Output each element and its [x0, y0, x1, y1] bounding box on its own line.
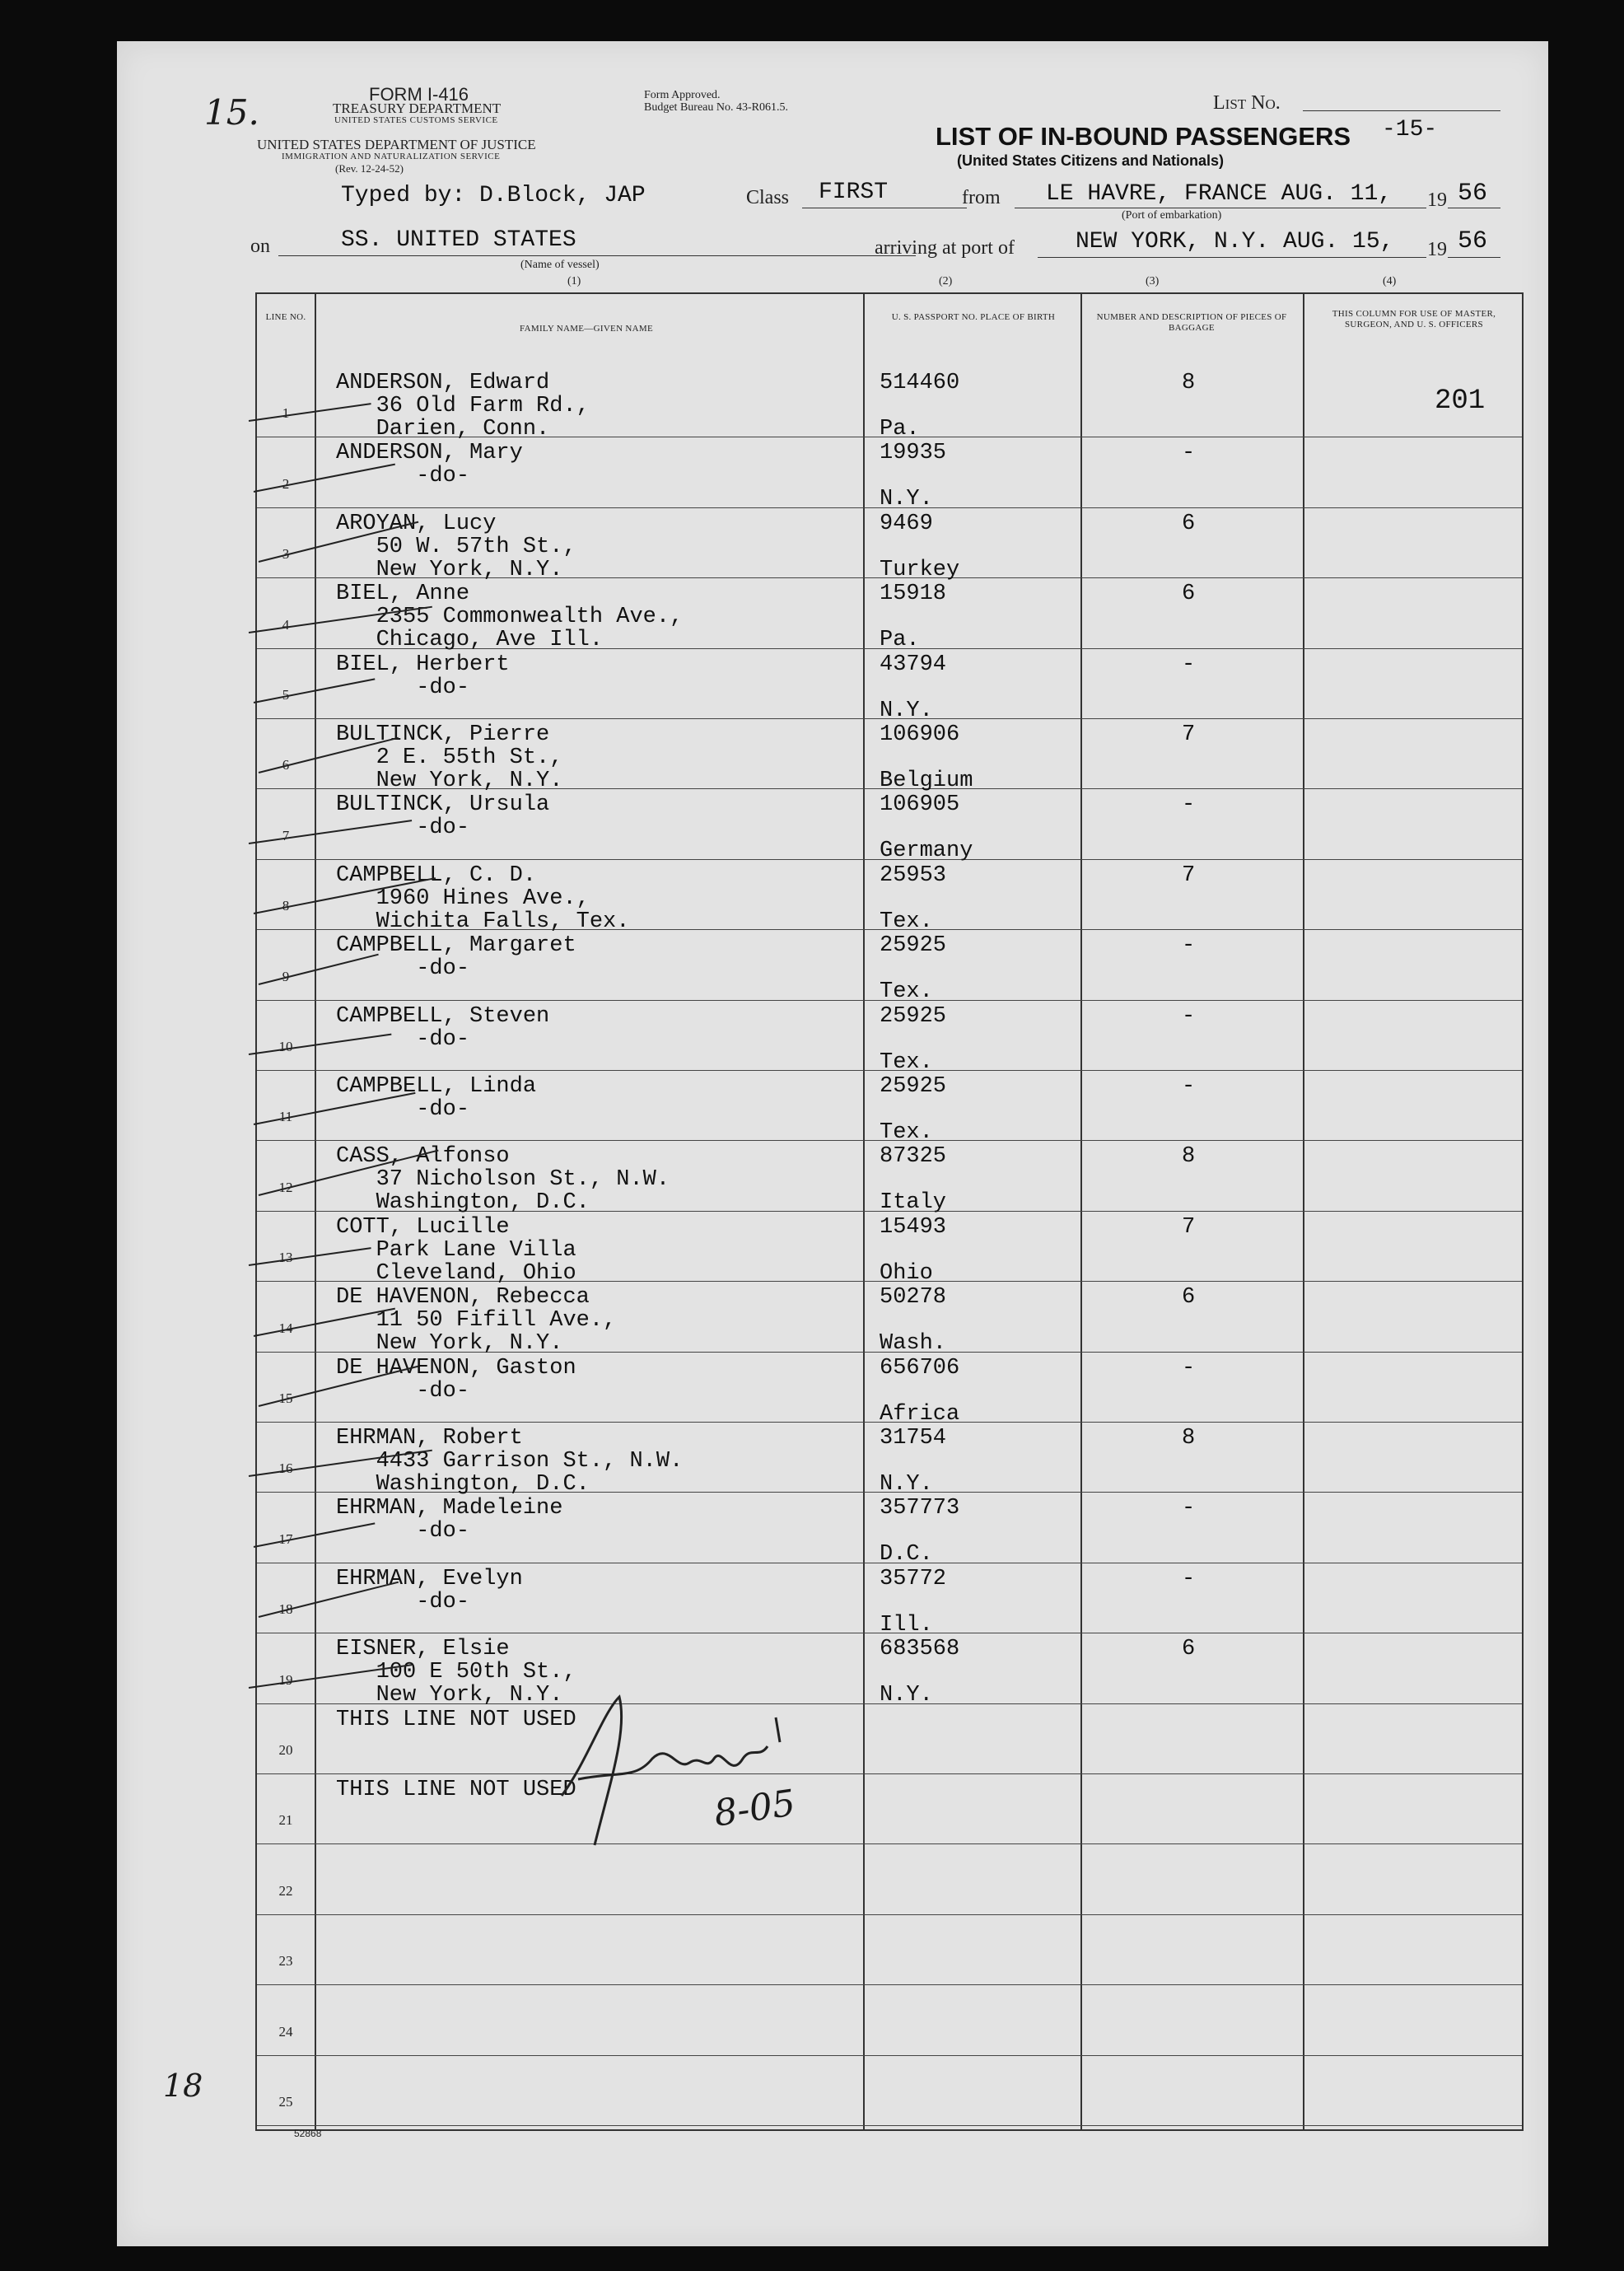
passport-and-birthplace: 35772 Ill. [880, 1566, 947, 1638]
vessel-name: SS. UNITED STATES [341, 227, 576, 253]
table-row [257, 1002, 1522, 1075]
line-number: 3 [282, 546, 290, 563]
passport-and-birthplace: 25925 Tex. [880, 1003, 947, 1075]
passenger-list-sheet [117, 41, 1548, 2246]
table-row [257, 1423, 1522, 1497]
handwritten-page-number: 15. [204, 92, 259, 133]
line-number: 7 [282, 827, 290, 843]
handwritten-mark: 18 [163, 2068, 203, 2104]
passport-and-birthplace: 357773 D.C. [880, 1496, 960, 1568]
baggage-count: 6 [1182, 1637, 1196, 1662]
table-row [257, 1142, 1522, 1216]
port-embarkation-note: (Port of embarkation) [1122, 209, 1222, 222]
table-row [257, 1634, 1522, 1708]
table-row [257, 720, 1522, 793]
line-number: 25 [278, 2093, 293, 2110]
passport-and-birthplace: 25953 Tex. [880, 862, 947, 934]
passport-and-birthplace: 106905 Germany [880, 792, 973, 864]
line-number: 1 [282, 405, 290, 422]
justice-dept: UNITED STATES DEPARTMENT OF JUSTICE [257, 137, 536, 152]
vessel-note: (Name of vessel) [520, 259, 600, 271]
line-number: 22 [278, 1882, 293, 1899]
passport-and-birthplace: 43794 N.Y. [880, 652, 947, 723]
baggage-count: - [1182, 1496, 1196, 1521]
col-header-officers: THIS COLUMN FOR USE OF MASTER, SURGEON, AND U. S. OFFICERS [1332, 309, 1496, 329]
table-row [257, 1916, 1522, 1986]
passenger-name: ANDERSON, Edward 36 Old Farm Rd., Darien, Conn. [336, 371, 590, 442]
baggage-count: 8 [1182, 1426, 1196, 1451]
line-number: 8 [282, 898, 290, 914]
line-number: 19 [278, 1671, 293, 1688]
table-row [257, 368, 1522, 442]
baggage-count: - [1182, 1074, 1196, 1099]
class-value: FIRST [819, 180, 889, 205]
line-number: 6 [282, 757, 290, 773]
approval-line-1: Form Approved. [644, 89, 721, 101]
table-row [257, 861, 1522, 934]
passenger-name: THIS LINE NOT USED [336, 1778, 576, 1802]
passenger-name: THIS LINE NOT USED [336, 1707, 576, 1732]
line-number: 5 [282, 686, 290, 703]
handwritten-note: 8-05 [711, 1782, 798, 1835]
table-row [257, 1283, 1522, 1357]
customs-service: UNITED STATES CUSTOMS SERVICE [334, 115, 498, 125]
baggage-count: 8 [1182, 371, 1196, 395]
line-number: 11 [278, 1109, 293, 1125]
passport-and-birthplace: 9469 Turkey [880, 511, 960, 582]
arriving-year: 56 [1458, 227, 1488, 255]
page-title: LIST OF IN-BOUND PASSENGERS [936, 122, 1351, 151]
baggage-count: - [1182, 652, 1196, 677]
line-number: 18 [278, 1601, 293, 1618]
table-row [257, 1986, 1522, 2056]
passenger-name: CASS, Alfonso 37 Nicholson St., N.W. Washington, D.C. [336, 1144, 670, 1216]
passenger-table [255, 292, 1524, 2131]
line-number: 2 [282, 475, 290, 492]
passenger-name: DE HAVENON, Rebecca 11 50 Fifill Ave., New York, N.Y. [336, 1285, 617, 1357]
passenger-name: EHRMAN, Robert 4433 Garrison St., N.W. Washington, D.C. [336, 1426, 684, 1497]
passport-and-birthplace: 25925 Tex. [880, 1074, 947, 1145]
approval-line-2: Budget Bureau No. 43-R061.5. [644, 101, 788, 114]
from-year-prefix: 19 [1427, 189, 1447, 211]
baggage-count: - [1182, 1566, 1196, 1591]
table-row [257, 1705, 1522, 1775]
baggage-count: - [1182, 441, 1196, 466]
baggage-count: 7 [1182, 722, 1196, 747]
list-no-label: List No. [1213, 92, 1281, 114]
passenger-name: EHRMAN, Evelyn -do- [336, 1566, 523, 1614]
line-number: 14 [278, 1320, 293, 1336]
treasury-dept: TREASURY DEPARTMENT [333, 100, 502, 116]
line-number: 17 [278, 1530, 293, 1547]
col-num-2: (2) [939, 275, 953, 287]
col-num-3: (3) [1146, 275, 1160, 287]
passenger-name: BIEL, Anne 2355 Commonwealth Ave., Chicago, Ave Ill. [336, 582, 684, 653]
passport-and-birthplace: 683568 N.Y. [880, 1637, 960, 1708]
revision-date: (Rev. 12-24-52) [335, 162, 404, 175]
official-signature [545, 1680, 809, 1870]
arriving-label: arriving at port of [875, 237, 1015, 259]
baggage-count: - [1182, 1355, 1196, 1381]
table-row [257, 650, 1522, 723]
line-number: 10 [278, 1038, 293, 1054]
line-number: 12 [278, 1179, 293, 1195]
form-number: FORM I-416 [369, 84, 469, 105]
col-num-1: (1) [567, 275, 581, 287]
passenger-name: AROYAN, Lucy 50 W. 57th St., New York, N.Y. [336, 511, 576, 582]
baggage-count: - [1182, 1003, 1196, 1029]
baggage-count: 7 [1182, 862, 1196, 888]
table-row [257, 1493, 1522, 1568]
passenger-name: CAMPBELL, Margaret -do- [336, 933, 576, 982]
baggage-count: - [1182, 792, 1196, 818]
passenger-name: DE HAVENON, Gaston -do- [336, 1355, 576, 1404]
table-row [257, 1072, 1522, 1145]
typed-by: Typed by: D.Block, JAP [341, 183, 646, 208]
baggage-count: 6 [1182, 1285, 1196, 1311]
passport-and-birthplace: 106906 Belgium [880, 722, 973, 793]
col-header-line-no: LINE NO. [265, 312, 306, 322]
col-header-name: FAMILY NAME—GIVEN NAME [520, 324, 653, 334]
table-row [257, 2057, 1522, 2127]
passport-and-birthplace: 31754 N.Y. [880, 1426, 947, 1497]
table-row [257, 579, 1522, 653]
on-label: on [250, 236, 270, 257]
page-subtitle: (United States Citizens and Nationals) [957, 152, 1225, 169]
passenger-name: BIEL, Herbert -do- [336, 652, 510, 700]
line-number: 4 [282, 616, 290, 633]
officer-note: 201 [1435, 386, 1486, 417]
line-number: 21 [278, 1812, 293, 1829]
passenger-name: BULTINCK, Ursula -do- [336, 792, 550, 841]
table-row [257, 509, 1522, 582]
line-number: 16 [278, 1460, 293, 1477]
line-number: 23 [278, 1953, 293, 1970]
baggage-count: - [1182, 933, 1196, 959]
from-value: LE HAVRE, FRANCE AUG. 11, [1046, 181, 1393, 207]
table-row [257, 438, 1522, 512]
table-row [257, 1564, 1522, 1638]
passport-and-birthplace: 50278 Wash. [880, 1285, 947, 1357]
table-row [257, 790, 1522, 864]
passenger-name: CAMPBELL, C. D. 1960 Hines Ave., Wichita Falls, Tex. [336, 862, 630, 934]
passport-and-birthplace: 514460 Pa. [880, 371, 960, 442]
col-header-passport: U. S. PASSPORT NO. PLACE OF BIRTH [891, 312, 1056, 322]
baggage-count: 6 [1182, 582, 1196, 607]
table-row [257, 931, 1522, 1005]
arriving-year-prefix: 19 [1427, 239, 1447, 260]
passenger-name: CAMPBELL, Linda -do- [336, 1074, 537, 1122]
line-number: 15 [278, 1390, 293, 1406]
arriving-value: NEW YORK, N.Y. AUG. 15, [1076, 229, 1394, 255]
passport-and-birthplace: 87325 Italy [880, 1144, 947, 1216]
from-year: 56 [1458, 180, 1488, 208]
from-label: from [962, 187, 1001, 208]
line-number: 24 [278, 2023, 293, 2040]
class-label: Class [746, 187, 790, 208]
passport-and-birthplace: 19935 N.Y. [880, 441, 947, 512]
footer-code: 52868 [294, 2128, 322, 2139]
list-no-value: -15- [1382, 117, 1438, 143]
table-row [257, 1213, 1522, 1286]
passenger-name: ANDERSON, Mary -do- [336, 441, 523, 489]
col-header-baggage: NUMBER AND DESCRIPTION OF PIECES OF BAGGAGE [1096, 312, 1287, 333]
table-row [257, 1353, 1522, 1427]
passport-and-birthplace: 15493 Ohio [880, 1214, 947, 1286]
table-row [257, 1845, 1522, 1915]
passenger-name: COTT, Lucille Park Lane Villa Cleveland, Ohio [336, 1214, 576, 1286]
passenger-name: EISNER, Elsie 100 E 50th St., New York, N.Y. [336, 1637, 576, 1708]
line-number: 9 [282, 968, 290, 984]
passenger-name: BULTINCK, Pierre 2 E. 55th St., New York, N.Y. [336, 722, 563, 793]
line-number: 20 [278, 1741, 293, 1758]
passport-and-birthplace: 15918 Pa. [880, 582, 947, 653]
table-row [257, 1775, 1522, 1845]
passenger-name: EHRMAN, Madeleine -do- [336, 1496, 563, 1544]
baggage-count: 8 [1182, 1144, 1196, 1170]
line-number: 13 [278, 1250, 293, 1266]
col-num-4: (4) [1383, 275, 1397, 287]
baggage-count: 7 [1182, 1214, 1196, 1240]
ins-service: IMMIGRATION AND NATURALIZATION SERVICE [282, 152, 501, 161]
baggage-count: 6 [1182, 511, 1196, 536]
passenger-name: CAMPBELL, Steven -do- [336, 1003, 550, 1052]
passport-and-birthplace: 25925 Tex. [880, 933, 947, 1005]
passport-and-birthplace: 656706 Africa [880, 1355, 960, 1427]
